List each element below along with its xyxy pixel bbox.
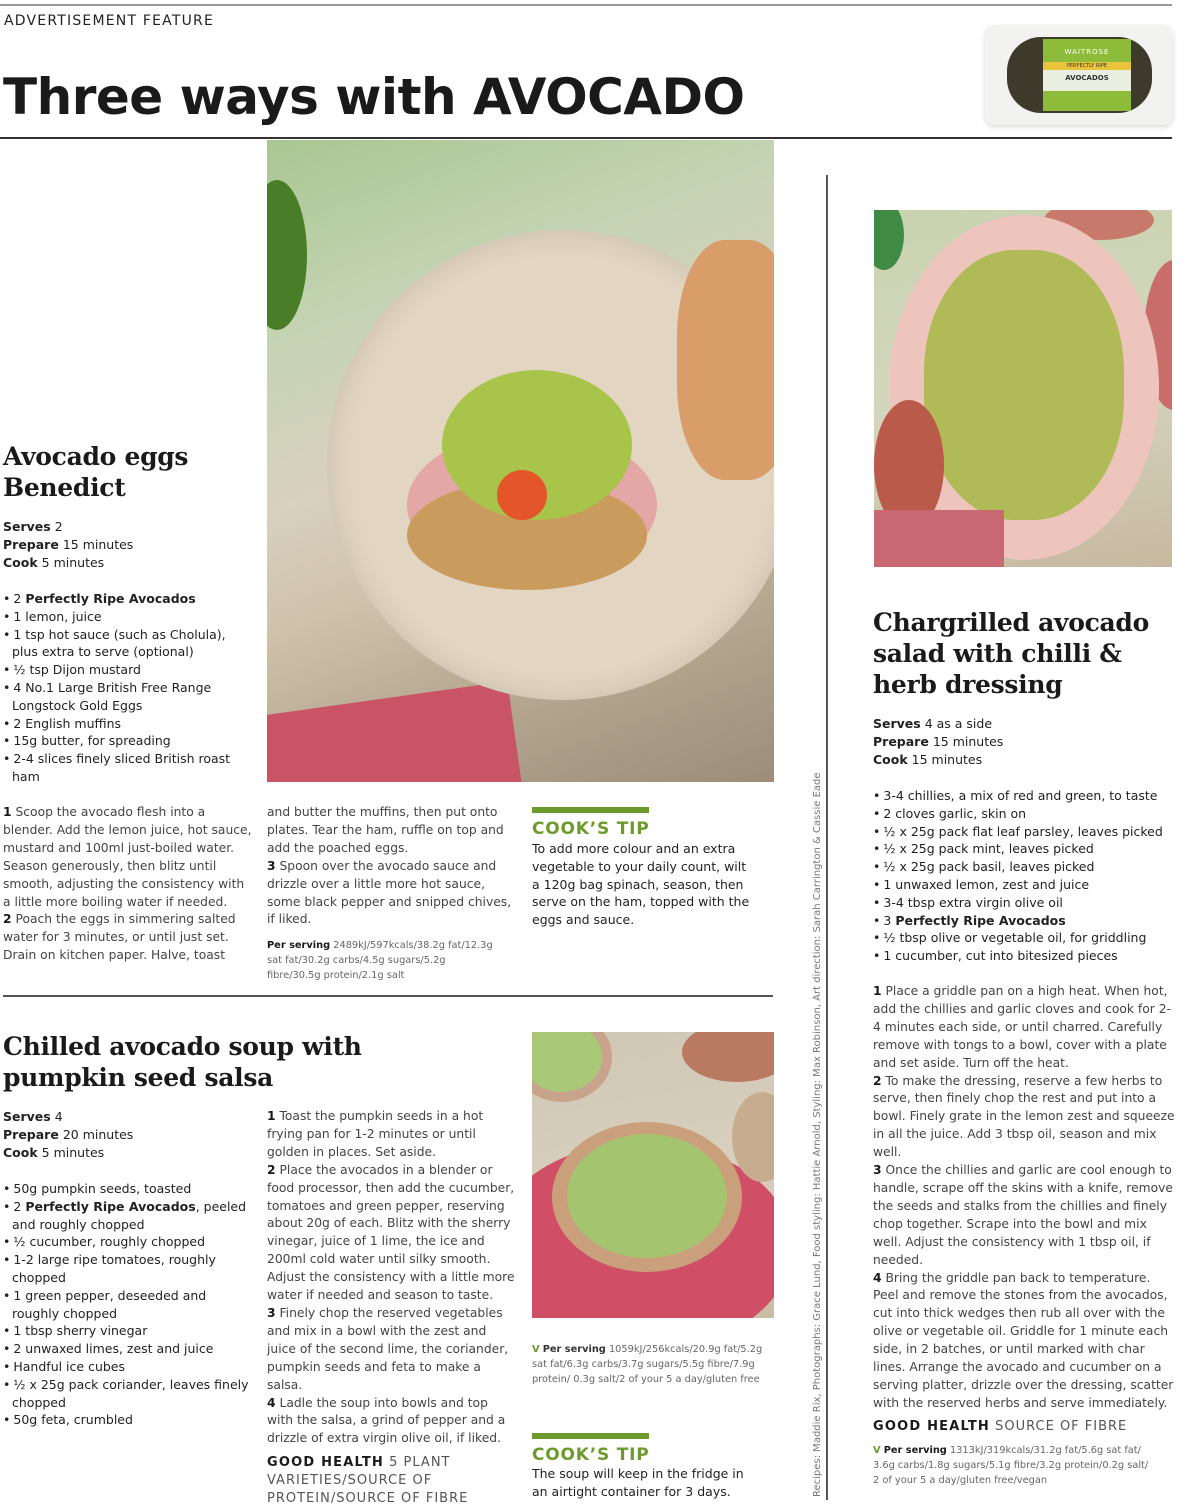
recipe-1-title: Avocado eggs Benedict	[3, 442, 189, 502]
method-step: 1 Scoop the avocado flesh into a blender. Add the lemon juice, hot sauce, mustard and 100ml just-boiled water. Season generously, then blitz until smooth, adjusting the consistency with a little more boiling water if needed.	[3, 805, 252, 909]
ingredient-item: • ½ tsp Dijon mustard	[3, 661, 253, 679]
ingredient-item: • ½ cucumber, roughly chopped	[3, 1233, 253, 1251]
section-divider	[3, 995, 773, 997]
ingredient-item: • ½ tbsp olive or vegetable oil, for griddling	[873, 929, 1183, 947]
recipe-2-meta	[3, 1108, 133, 1162]
recipe-2-good-health: GOOD HEALTH 5 PLANT VARIETIES/SOURCE OF PROTEIN/SOURCE OF FIBRE	[267, 1455, 469, 1507]
page-title: Three ways with AVOCADO	[3, 68, 745, 126]
recipe-2-title: Chilled avocado soup with pumpkin seed salsa	[3, 1032, 362, 1092]
ingredient-item: • 3-4 chillies, a mix of red and green, to taste	[873, 787, 1183, 805]
ingredient-item: • 3 Perfectly Ripe Avocados	[873, 912, 1183, 930]
serves-label: Serves	[3, 519, 51, 534]
method-step: 2 Poach the eggs in simmering salted water for 3 minutes, or until just set. Drain on kitchen paper. Halve, toast	[3, 912, 236, 963]
tip-1-bar	[532, 807, 649, 813]
ingredient-item: • 2 Perfectly Ripe Avocados	[3, 590, 253, 608]
cook-value: 5 minutes	[41, 555, 105, 570]
method-step: 2 Place the avocados in a blender or food processor, then add the cucumber, tomatoes and green pepper, reserving about 20g of each. Blitz with the sherry vinegar, juice of 1 lime, the ice and 200ml cold water until silky smooth. Adjust the consistency with a little more water if needed and season to taste.	[267, 1162, 515, 1303]
ingredient-item: • 2 Perfectly Ripe Avocados, peeled and roughly chopped	[3, 1198, 253, 1234]
cook-label: Cook	[3, 1145, 38, 1160]
recipe-2-ingredients	[3, 1180, 253, 1429]
prepare-label: Prepare	[3, 1127, 59, 1142]
serves-value: 4 as a side	[924, 716, 993, 731]
recipe-3-title: Chargrilled avocado salad with chilli & herb dressing	[873, 608, 1149, 699]
prepare-value: 15 minutes	[62, 537, 134, 552]
prepare-value: 15 minutes	[932, 734, 1004, 749]
chargrilled-salad-photo	[874, 210, 1172, 567]
recipe-3-meta	[873, 715, 1003, 769]
pack-brand: WAITROSE	[1064, 48, 1110, 56]
method-step: 3 Finely chop the reserved vegetables and mix in a bowl with the zest and juice of the second lime, the coriander, pumpkin seeds and feta to make a salsa.	[267, 1305, 509, 1392]
recipe-1-method-col2	[267, 804, 517, 983]
ingredient-item: • 4 No.1 Large British Free Range Longstock Gold Eggs	[3, 679, 253, 715]
ingredient-item: • ½ x 25g pack coriander, leaves finely chopped	[3, 1376, 253, 1412]
ingredient-item: • 50g pumpkin seeds, toasted	[3, 1180, 253, 1198]
ingredient-item: • 2-4 slices finely sliced British roast ham	[3, 750, 253, 786]
cook-value: 5 minutes	[41, 1145, 105, 1160]
serves-label: Serves	[873, 716, 921, 731]
recipe-1-meta	[3, 518, 133, 572]
prepare-value: 20 minutes	[62, 1127, 134, 1142]
ingredient-item: • 2 unwaxed limes, zest and juice	[3, 1340, 253, 1358]
tip-2-title: COOK’S TIP	[532, 1445, 650, 1465]
tip-1-title: COOK’S TIP	[532, 819, 650, 839]
recipe-3-ingredients	[873, 787, 1183, 965]
eggs-benedict-photo	[267, 140, 774, 782]
ingredient-item: • 50g feta, crumbled	[3, 1411, 253, 1429]
serves-label: Serves	[3, 1109, 51, 1124]
recipe-1-nutrition: Per serving 2489kJ/597kcals/38.2g fat/12.3g sat fat/30.2g carbs/4.5g sugars/5.2g fibre/30.5g protein/2.1g salt	[267, 940, 493, 982]
pack-name: AVOCADOS	[1043, 70, 1131, 91]
recipe-3-nutrition: V Per serving 1313kJ/319kcals/31.2g fat/5.6g sat fat/ 3.6g carbs/1.8g sugars/5.1g fibre/3.2g protein/0.2g salt/ 2 of your 5 a day/gluten free/vegan	[873, 1444, 1149, 1486]
tip-1-body: To add more colour and an extra vegetable to your daily count, wilt a 120g bag spinach, season, then serve on the ham, topped with the eggs and sauce.	[532, 841, 750, 928]
ingredient-item: • 1 tbsp sherry vinegar	[3, 1322, 253, 1340]
ingredient-item: • 3-4 tbsp extra virgin olive oil	[873, 894, 1183, 912]
serves-value: 2	[54, 519, 63, 534]
ingredient-item: • 1 green pepper, deseeded and roughly chopped	[3, 1287, 253, 1323]
cook-value: 15 minutes	[911, 752, 983, 767]
recipe-1-ingredients	[3, 590, 253, 786]
ingredient-item: • ½ x 25g pack flat leaf parsley, leaves picked	[873, 823, 1183, 841]
ingredient-item: • 15g butter, for spreading	[3, 732, 253, 750]
recipe-2-method	[267, 1108, 517, 1508]
method-step: 3 Spoon over the avocado sauce and drizzle over a little more hot sauce, some black pepper and snipped chives, if liked.	[267, 858, 512, 927]
method-step: 1 Toast the pumpkin seeds in a hot frying pan for 1-2 minutes or until golden in places. Set aside.	[267, 1109, 484, 1159]
serves-value: 4	[54, 1109, 63, 1124]
recipe-1-method-col1	[3, 804, 253, 965]
top-rule	[0, 4, 1172, 6]
cook-label: Cook	[873, 752, 908, 767]
ingredient-item: • ½ x 25g pack mint, leaves picked	[873, 840, 1183, 858]
pack-tag: PERFECTLY RIPE	[1043, 62, 1131, 70]
method-step: 4 Ladle the soup into bowls and top with the salsa, a grind of pepper and a drizzle of extra virgin olive oil, if liked.	[267, 1395, 506, 1446]
ingredient-item: • 1 cucumber, cut into bitesized pieces	[873, 947, 1183, 965]
tip-2-bar	[532, 1433, 649, 1439]
ingredient-item: • 1-2 large ripe tomatoes, roughly chopped	[3, 1251, 253, 1287]
avocado-soup-photo	[532, 1032, 774, 1318]
ingredient-item: • 1 lemon, juice	[3, 608, 253, 626]
product-pack-image	[985, 25, 1173, 125]
method-step: 1 Place a griddle pan on a high heat. When hot, add the chillies and garlic cloves and cook for 2-4 minutes each side, or until charred. Carefully remove with tongs to a bowl, cover with a plate and set aside. Turn off the heat.	[873, 984, 1172, 1070]
prepare-label: Prepare	[3, 537, 59, 552]
method-step: 4 Bring the griddle pan back to temperature. Peel and remove the stones from the avocados, cut into thick wedges then rub all over with the olive or vegetable oil. Griddle for 1 minute each side, in 2 batches, or until marked with char lines. Arrange the avocado and cucumber on a serving platter, drizzle over the dressing, scatter with the reserved herbs and serve immediately.	[873, 1270, 1174, 1410]
photo-credits: Recipes: Maddie Rix, Photographs: Grace Lund, Food styling: Hattie Arnold, Styling: Max Robinson, Art direction: Sarah Carrington & Cassie Eade	[812, 772, 823, 1497]
prepare-label: Prepare	[873, 734, 929, 749]
recipe-2-nutrition: V Per serving 1059kJ/256kcals/20.9g fat/5.2g sat fat/6.3g carbs/3.7g sugars/5.5g fibre/7.9g protein/ 0.3g salt/2 of your 5 a day/gluten free	[532, 1344, 763, 1385]
recipe-3-good-health: GOOD HEALTH SOURCE OF FIBRE	[873, 1418, 1128, 1434]
recipe-3-method	[873, 983, 1178, 1488]
ingredient-item: • 1 tsp hot sauce (such as Cholula), plus extra to serve (optional)	[3, 626, 253, 662]
ingredient-item: • 2 English muffins	[3, 715, 253, 733]
advertisement-kicker: ADVERTISEMENT FEATURE	[4, 13, 215, 29]
ingredient-item: • 2 cloves garlic, skin on	[873, 805, 1183, 823]
ingredient-item: • ½ x 25g pack basil, leaves picked	[873, 858, 1183, 876]
method-step: 3 Once the chillies and garlic are cool enough to handle, scrape off the skins with a knife, remove the seeds and stalks from the chillies and finely chop together. Scrape into the bowl and mix well. Adjust the consistency with 1 tbsp oil, if needed.	[873, 1163, 1173, 1267]
method-step-continued: and butter the muffins, then put onto plates. Tear the ham, ruffle on top and add the poached eggs.	[267, 805, 504, 855]
cook-label: Cook	[3, 555, 38, 570]
tip-2-body: The soup will keep in the fridge in an airtight container for 3 days.	[532, 1466, 744, 1499]
method-step: 2 To make the dressing, reserve a few herbs to serve, then finely chop the rest and put into a bowl. Finely grate in the lemon zest and squeeze in all the juice. Add 3 tbsp oil, season and mix well.	[873, 1073, 1175, 1160]
credits-rule	[826, 175, 828, 1500]
ingredient-item: • 1 unwaxed lemon, zest and juice	[873, 876, 1183, 894]
ingredient-item: • Handful ice cubes	[3, 1358, 253, 1376]
title-rule	[0, 137, 1172, 139]
